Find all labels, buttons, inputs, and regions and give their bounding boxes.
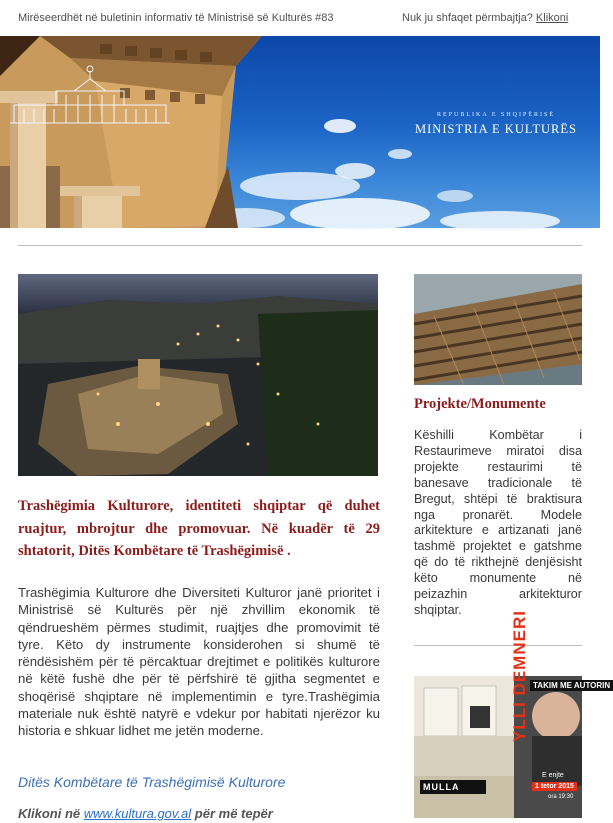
header-banner (0, 36, 600, 228)
poster-event-label: TAKIM ME AUTORIN (530, 680, 613, 691)
poster-time: ora 19:30 (548, 794, 574, 800)
ministry-website-link[interactable]: www.kultura.gov.al (83, 806, 192, 821)
view-online-text: Nuk ju shfaqet përmbajtja? (402, 12, 533, 24)
poster-author-name: YLLI DEMNERI (510, 610, 529, 742)
projects-section-title: Projekte/Monumente (414, 396, 546, 412)
preheader-bar (0, 0, 602, 36)
poster-day: E enjte (542, 772, 564, 779)
poster-venue-logo: MULLA (420, 780, 486, 794)
view-online-notice (402, 12, 568, 24)
poster-date: 1 tetor 2015 (532, 782, 577, 791)
logo-ministry-text: MINISTRIA E KULTURËS (415, 122, 577, 136)
monument-ceiling-photo[interactable] (414, 274, 582, 385)
projects-section-body: Këshilli Kombëtar i Restaurimeve miratoi disa projekte restaurimi të banesave tradicionale të Bregut, shtëpi të braktisura nga pronarët. Modele arkitekture e artizanati janë tashmë projektet e gatshme që do të rikthejnë denjësisht këto monumente në peizazhin arkitekturor shqiptar. (414, 428, 582, 617)
heritage-day-link[interactable]: Ditës Kombëtare të Trashëgimisë Kulturore (18, 774, 286, 790)
sidebar-divider (414, 645, 582, 646)
view-online-link[interactable]: Klikoni (535, 12, 569, 24)
article-headline: Trashëgimia Kulturore, identiteti shqiptar që duhet ruajtur, mbrojtur dhe promovuar. Në kuadër të 29 shtatorit, Ditës Kombëtare të Trashëgimisë . (18, 498, 380, 559)
author-event-poster[interactable] (414, 610, 611, 818)
article-body: Trashëgimia Kulturore dhe Diversiteti Kulturor janë prioritet i Ministrisë së Kulturës për një zhvillim ekonomik të qëndrueshëm përmes studimit, ruajtjes dhe promovimit të tyre. Këto dy instrumente konsiderohen si shumë të rëndësishëm për të përcaktuar drejtimet e politikës kulturore në këtë fushë dhe për të përfshirë të gjitha segmentet e shoqërisë shqiptare në implementimin e tyre.Trashëgimia materiale nuk është natyrë e vdekur por habitati njerëzor ku historia e shkuar lidhet me jetën moderne. (18, 585, 380, 739)
read-more-prefix: Klikoni në (18, 806, 81, 821)
header-divider (18, 245, 582, 246)
read-more-line (18, 806, 273, 821)
gjirokaster-castle-photo[interactable] (18, 274, 378, 476)
ministry-building-icon (0, 36, 180, 166)
read-more-suffix: për më tepër (194, 806, 273, 821)
logo-country-text: REPUBLIKA E SHQIPËRISË (436, 112, 555, 118)
newsletter-greeting: Mirëseerdhët në buletinin informativ të Ministrisë së Kulturës #83 (18, 12, 334, 24)
